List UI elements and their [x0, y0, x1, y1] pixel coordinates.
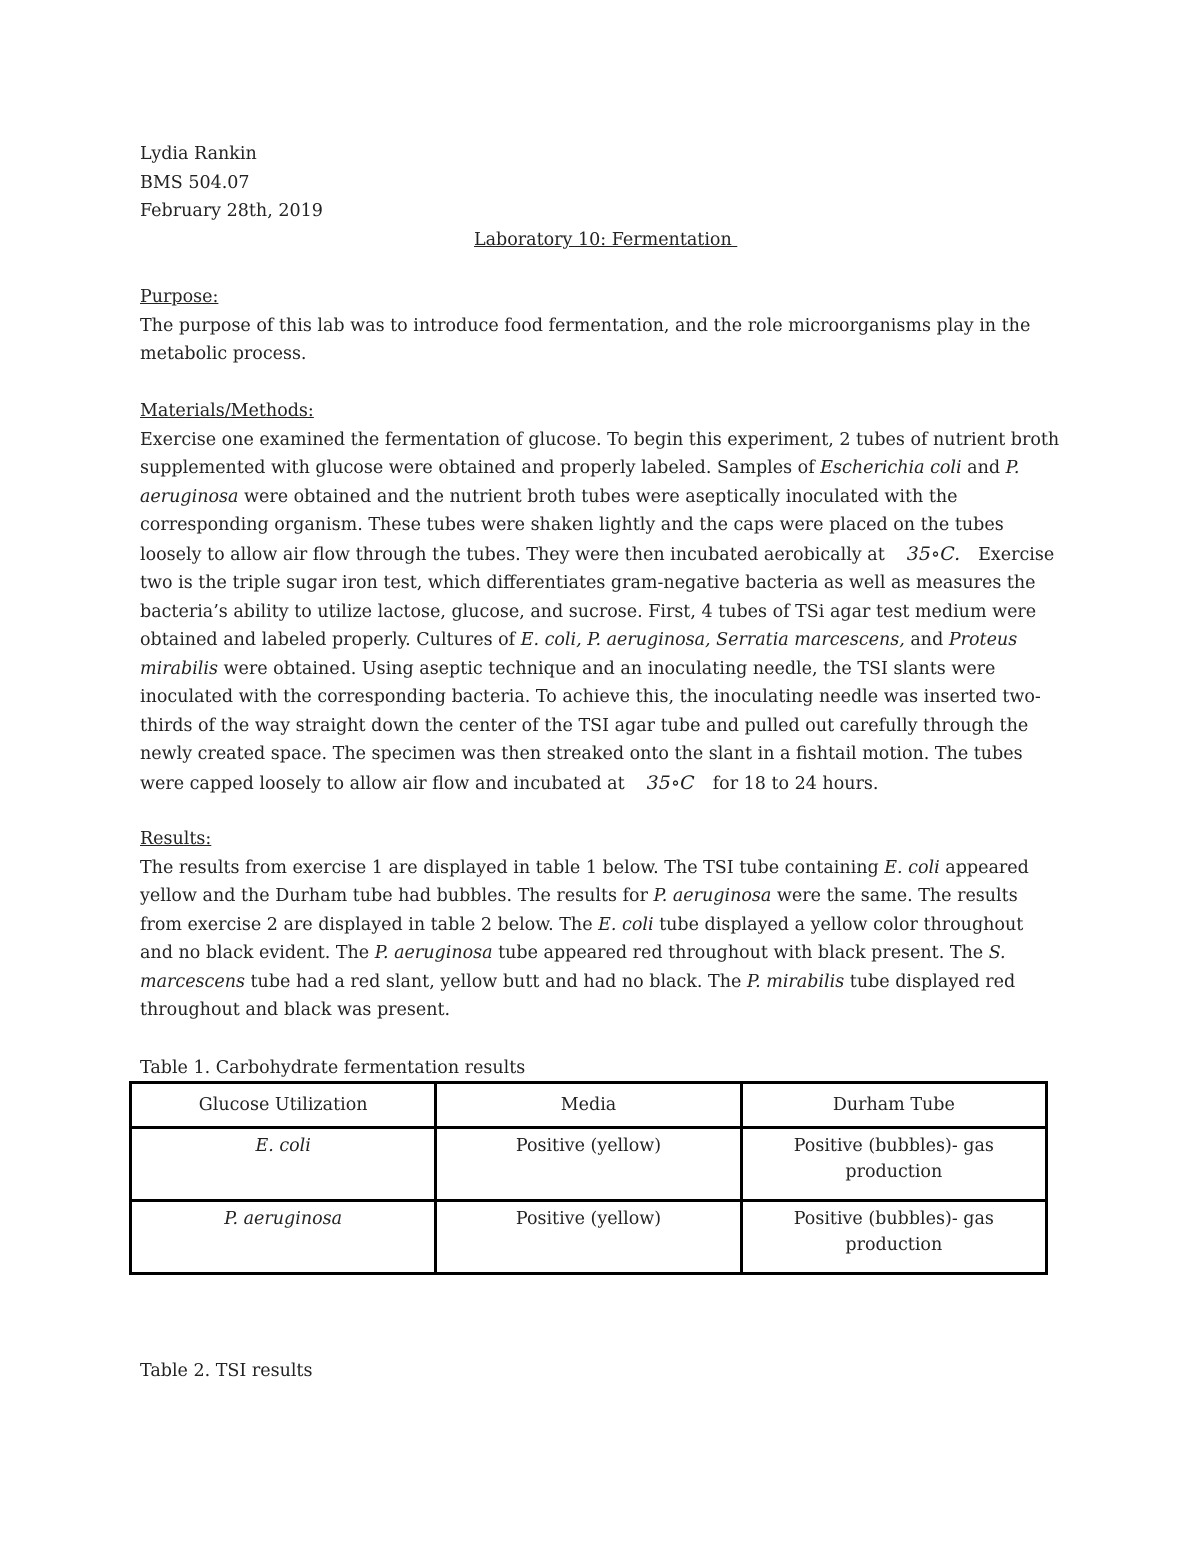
header-block: [140, 140, 1060, 226]
table-row: [131, 1128, 1047, 1201]
table-cell: E. coli: [131, 1128, 436, 1201]
organism-name: Proteus mirabilis: [140, 630, 1018, 679]
table1-caption: Table 1. Carbohydrate fermentation results: [140, 1058, 526, 1078]
table-cell: Positive (bubbles)- gas production: [741, 1128, 1046, 1201]
purpose-text: The purpose of this lab was to introduce food fermentation, and the role microorganisms play in the metabolic process.: [140, 315, 1031, 364]
results-text: The results from exercise 1 are displayed in table 1 below. The TSI tube containing E. coli appeared yellow and the Durham tube had bubbles. The results for P. aeruginosa were the same. The results from exercise 2 are displayed in table 2 below. The E. coli tube displayed a yellow color throughout and no black evident. The P. aeruginosa tube appeared red throughout with black present. The S. marcescens tube had a red slant, yellow butt and had no black. The P. mirabilis tube displayed red throughout and black was present.: [140, 857, 1029, 1020]
author-name: Lydia Rankin: [140, 144, 257, 164]
results-section: [140, 825, 1060, 1025]
table-cell: P. aeruginosa: [131, 1201, 436, 1274]
report-date: February 28th, 2019: [140, 201, 323, 221]
table-header-cell: Media: [436, 1083, 741, 1128]
organism-name: P. aeruginosa: [140, 458, 1020, 507]
table-cell: Positive (yellow): [436, 1201, 741, 1274]
purpose-section: [140, 283, 1060, 369]
temperature: 35∘C.: [906, 542, 961, 565]
table2-caption: Table 2. TSI results: [140, 1361, 313, 1381]
page-title: Laboratory 10: Fermentation: [474, 230, 738, 250]
table-row: [131, 1201, 1047, 1274]
table-header-cell: Glucose Utilization: [131, 1083, 436, 1128]
methods-section: [140, 397, 1060, 798]
table-cell: Positive (bubbles)- gas production: [741, 1201, 1046, 1274]
methods-text: Exercise one examined the fermentation of glucose. To begin this experiment, 2 tubes of nutrient broth supplemented with glucose were obtained and properly labeled. Samples of Escherichia coli and P. aeruginosa were obtained and the nutrient broth tubes were aseptically inoculated with the corresponding organism. These tubes were shaken lightly and the caps were placed on the tubes loosely to allow air flow through the tubes. They were then incubated aerobically at 35∘C. Exercise two is the triple sugar iron test, which differentiates gram-negative bacteria as well as measures the bacteria’s ability to utilize lactose, glucose, and sucrose. First, 4 tubes of TSi agar test medium were obtained and labeled properly. Cultures of E. coli, P. aeruginosa, Serratia marcescens, and Proteus mirabilis were obtained. Using aseptic technique and an inoculating needle, the TSI slants were inoculated with the corresponding bacteria. To achieve this, the inoculating needle was inserted two-thirds of the way straight down the center of the TSI agar tube and pulled out carefully through the newly created space. The specimen was then streaked onto the slant in a fishtail motion. The tubes were capped loosely to allow air flow and incubated at 35∘C for 18 to 24 hours.: [140, 429, 1060, 794]
course-code: BMS 504.07: [140, 172, 250, 193]
table-cell: Positive (yellow): [436, 1128, 741, 1201]
organism-name: Escherichia coli: [820, 458, 962, 478]
carbohydrate-table: [129, 1081, 1048, 1275]
purpose-heading: Purpose:: [140, 287, 219, 307]
methods-heading: Materials/Methods:: [140, 401, 314, 421]
organism-name: E. coli, P. aeruginosa, Serratia marcescens,: [520, 630, 905, 650]
table-header-row: [131, 1083, 1047, 1128]
table-header-cell: Durham Tube: [741, 1083, 1046, 1128]
temperature: 35∘C: [646, 771, 695, 794]
results-heading: Results:: [140, 829, 212, 849]
